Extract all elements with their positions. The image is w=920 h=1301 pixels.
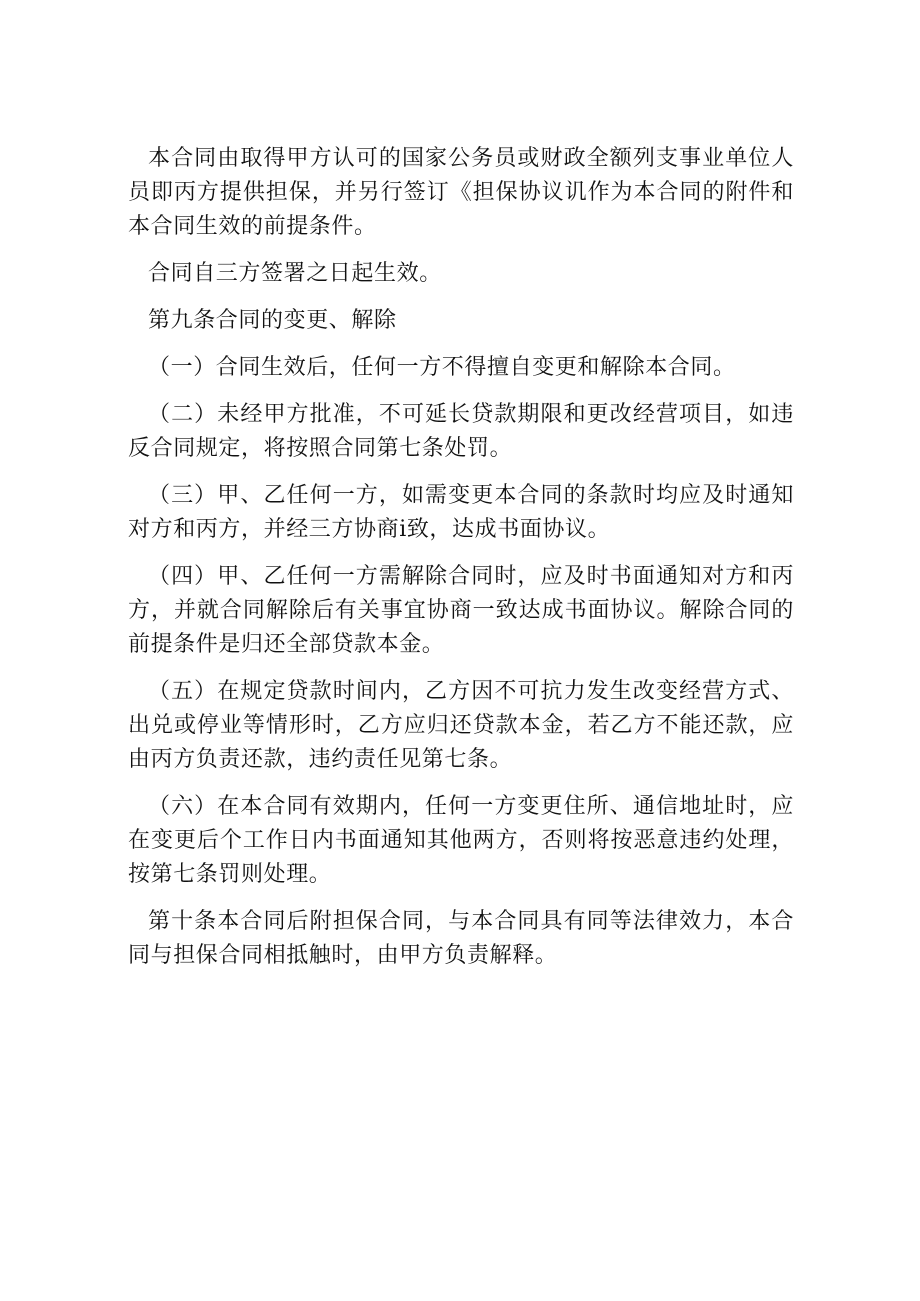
paragraph-guarantee-provision: 本合同由取得甲方认可的国家公务员或财政全额列支事业单位人员即丙方提供担保，并另行签订《担保协议讥作为本合同的附件和本合同生效的前提条件。 — [128, 146, 794, 239]
clause-9-1: （一）合同生效后，任何一方不得擅自变更和解除本合同。 — [148, 355, 736, 380]
document-body — [128, 142, 794, 973]
clause-9-5: （五）在规定贷款时间内，乙方因不可抗力发生改变经营方式、出兑或停业等情形时，乙方应归还贷款本金，若乙方不能还款，应由丙方负责还款，违约责任见第七条。 — [128, 679, 794, 772]
clause-9-6: （六）在本合同有效期内，任何一方变更住所、通信地址时，应在变更后个工作日内书面通知其他两方，否则将按恶意违约处理，按第七条罚则处理。 — [128, 794, 794, 887]
clause-9-4: （四）甲、乙任何一方需解除合同时，应及时书面通知对方和丙方，并就合同解除后有关事宜协商一致达成书面协议。解除合同的前提条件是归还全部贷款本金。 — [128, 564, 794, 657]
article-9-heading: 第九条合同的变更、解除 — [148, 308, 397, 333]
clause-9-2: （二）未经甲方批准，不可延长贷款期限和更改经营项目，如违反合同规定，将按照合同第七条处罚。 — [128, 402, 794, 461]
paragraph-effective-date: 合同自三方签署之日起生效。 — [148, 261, 442, 286]
article-10: 第十条本合同后附担保合同，与本合同具有同等法律效力，本合同与担保合同相抵触时，由甲方负责解释。 — [128, 909, 794, 968]
clause-9-3: （三）甲、乙任何一方，如需变更本合同的条款时均应及时通知对方和丙方，并经三方协商i致，达成书面协议。 — [128, 483, 794, 542]
